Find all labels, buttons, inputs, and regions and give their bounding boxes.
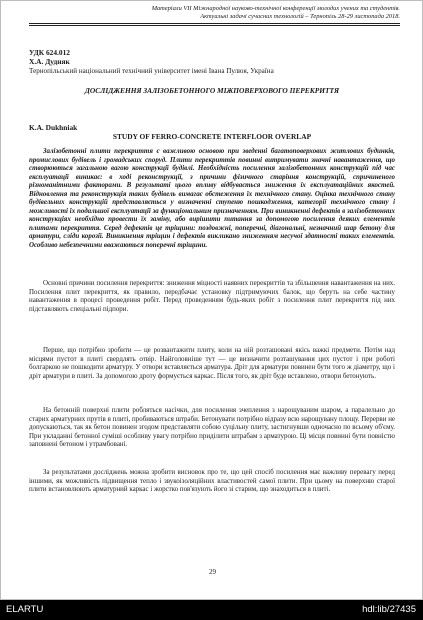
footer-handle-label: hdl:lib/27435 [362, 604, 416, 615]
author-en: K.A. Dukhniak [29, 123, 78, 132]
running-header [40, 5, 400, 21]
body-paragraph-4: За результатами досліджень можна зробити висновок про те, що цей спосіб посилення має важливу перевагу перед іншими, як можливість підвищення тепло і звукоізоляційних властивостей самої плити. При цьому на поверхню старої плити встановлюють арматурний каркас і жорстко пов'язують його зі старим, що знаходиться в плиті. [29, 468, 395, 494]
footer-bar [0, 600, 423, 620]
title-en: STUDY OF FERRO-CONCRETE INTERFLOOR OVERLAP [112, 132, 312, 141]
footer-repository-label: ELARTU [6, 604, 44, 615]
body-paragraph-2: Перше, що потрібно зробити — це розвантажити плиту, коли на ній розташовані якісь важкі предмети. Потім над місцями пустот в плиті свердлять отвір. Найголовніше тут — це визначити розташування цих пустот і при роботі болгаркою не пошкодити арматуру. У отвори вставляється арматура. Дріт для арматури повинен бути того ж діаметру, що і дріт арматури в плиті. За допомогою дроту формується каркас. Після того, як дріт буде вставлено, отвори бетонують. [29, 346, 395, 380]
abstract: Залізобетонні плити перекриття є важливою основою при зведенні багатоповерхових житлових будинків, промислових будівель і громадських споруд. Плити перекриттів повинні витримувати значні навантаження, що створюються загальною вагою конструкції будівлі. Необхідність посилення залізобетонних конструкцій під час експлуатації виникає: в ході реконструкції, з причини фізичного старіння конструкцій, спричиненого різноманітними факторами. В результаті цього впливу відбувається зниження їх експлуатаційних якостей. Відновлення та реконструкція таких будівель вимагає обстеження їх технічного стану. Оцінка технічного стану будівельних конструкцій представляється у визначенні ступеню пошкодження, категорії технічного стану і можливості їх подальшої експлуатації за функціональним призначенням. При виникненні дефектів в залізобетонних конструкціях необхідно провести їх заміну, або вирішити питання за допомогою посилення деяких елементів плитами перекриття. Серед дефектів це тріщини: поздовжні, поперечні, діагональні, незначний шар бетону для арматури, сліди корозії. Виникнення тріщин і дефектів викликано зниженням несучої здатності таких елементів. Особливо небезпечними вважаються поперечні тріщини. [29, 147, 395, 250]
page-number: 29 [209, 568, 216, 576]
header-line-1: Матеріали VII Міжнародної науково-технічної конференції молодих учених та студентів. [151, 5, 400, 12]
author-ua: Х.А. Дудняк [29, 57, 70, 66]
body-paragraph-1: Основні причини посилення перекриття: зниження міцності наявних перекриттів та збільшення навантаження на них. Посилення плит перекриття, як правило, передбачає установку підтримуючих балок, що беруть на себе частину навантаження в процесі проведення робіт. Перед проведенням будь-яких робіт з посилення плит перекриття під них підставляють спеціальні підпори. [29, 279, 395, 313]
body-paragraph-3: На бетонній поверхні плити робляться насічки, для посилення зчеплення з нарощуваним шаром, а паралельно до старих арматурних прутів в плиті, пробиваються штраби. Бетонувати потрібно відразу всю нарощувану площу. Перерви не допускаються, так як бетон повинен згодом представляти собою суцільну плиту, застигнувши одночасно по всьому об'єму. При укладанні бетонної суміші особливу увагу потрібно приділити штрабам з арматурою. Ці місця повинні бути повністю заповнені бетоном і утрамбовані. [29, 406, 395, 449]
header-line-2: Актуальні задачі сучасних технологій – Тернопіль 28-29 листопада 2018. [200, 13, 400, 20]
affiliation: Тернопільський національний технічний університет імені Івана Пулюя, Україна [29, 67, 274, 75]
header-rule [29, 23, 400, 24]
title-ua: ДОСЛІДЖЕННЯ ЗАЛІЗОБЕТОННОГО МІЖПОВЕРХОВОГО ПЕРЕКРИТТЯ [84, 86, 340, 95]
header-rule-second [29, 25, 400, 26]
udk-code: УДК 624.012 [29, 48, 70, 57]
